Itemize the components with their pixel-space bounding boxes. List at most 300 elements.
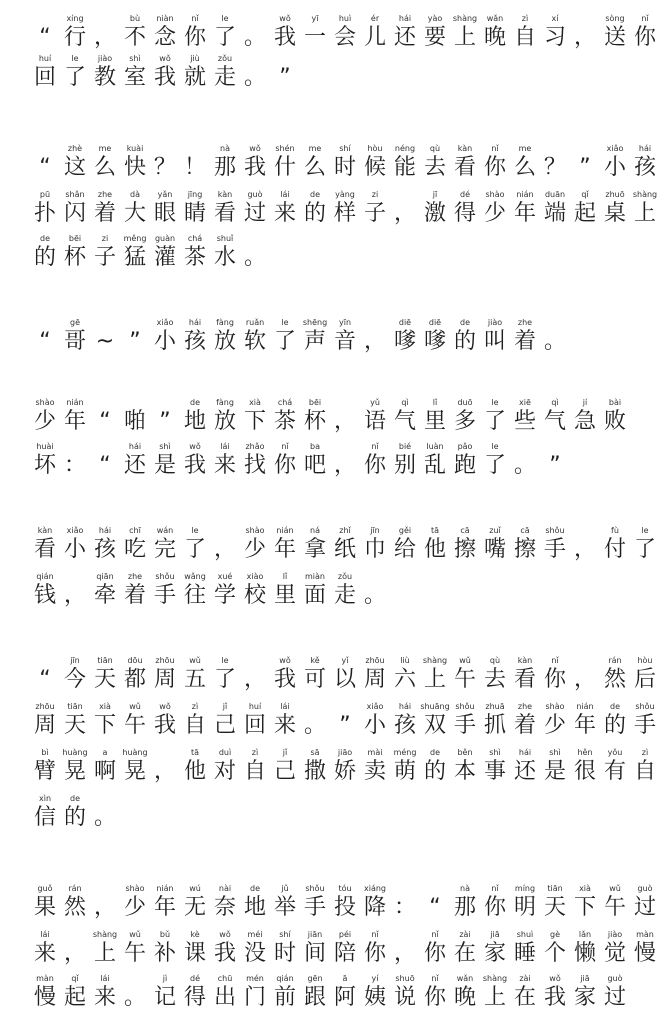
ruby-character [30, 526, 60, 564]
pinyin-annotation: qì [551, 398, 559, 407]
ruby-character [150, 702, 180, 740]
hanzi-character: 水 [213, 245, 236, 270]
hanzi-character: 钱 [33, 583, 56, 608]
pinyin-annotation: duì [218, 748, 232, 757]
ruby-character [450, 974, 480, 1012]
ruby-character [60, 572, 90, 610]
hanzi-character: 有 [603, 759, 626, 784]
ruby-character [240, 54, 270, 92]
hanzi-character: 你 [543, 667, 566, 692]
ruby-character [510, 748, 540, 786]
pinyin-annotation: hái [128, 442, 142, 451]
pinyin-annotation: liù [400, 656, 410, 665]
ruby-character [90, 318, 120, 356]
hanzi-character: 小 [153, 329, 176, 354]
pinyin-annotation: qián [276, 974, 294, 983]
ruby-character [150, 930, 180, 968]
ruby-character [210, 572, 240, 610]
ruby-character [240, 234, 270, 272]
ruby-character [450, 398, 480, 436]
pinyin-annotation: shǎn [65, 190, 85, 199]
ruby-character [540, 190, 570, 228]
hanzi-character: 午 [453, 667, 476, 692]
ruby-character [270, 318, 300, 356]
ruby-character [240, 748, 270, 786]
ruby-character [540, 748, 570, 786]
hanzi-character: 面 [303, 583, 326, 608]
hanzi-character: 闪 [63, 201, 86, 226]
pinyin-annotation: zi [371, 190, 379, 199]
pinyin-annotation: niàn [156, 14, 174, 23]
hanzi-character: ， [63, 583, 86, 608]
ruby-character [210, 526, 240, 564]
ruby-character [90, 748, 120, 786]
hanzi-character: 牵 [93, 583, 116, 608]
pinyin-annotation: hái [398, 14, 412, 23]
ruby-character [30, 442, 60, 480]
pinyin-annotation: zhǎo [245, 442, 265, 451]
hanzi-character: 了 [183, 537, 206, 562]
ruby-character [270, 526, 300, 564]
hanzi-character: 嘴 [483, 537, 506, 562]
hanzi-character: 里 [273, 583, 296, 608]
ruby-character [330, 974, 360, 1012]
pinyin-annotation: de [430, 748, 440, 757]
hanzi-character: 然 [603, 667, 626, 692]
pinyin-annotation: huì [338, 14, 352, 23]
ruby-character [240, 14, 270, 52]
pinyin-annotation: huài [36, 442, 54, 451]
ruby-character [30, 794, 60, 832]
hanzi-character: 天 [543, 895, 566, 920]
hanzi-character: 纸 [333, 537, 356, 562]
hanzi-character: 少 [33, 409, 56, 434]
pinyin-annotation: zhōu [35, 702, 55, 711]
hanzi-character: 声 [303, 329, 326, 354]
ruby-character [300, 930, 330, 968]
pinyin-annotation: jī [432, 190, 438, 199]
hanzi-character: 时 [333, 155, 356, 180]
pinyin-annotation: tiān [547, 884, 563, 893]
ruby-character [360, 144, 390, 182]
hanzi-character: 了 [213, 25, 236, 50]
ruby-character [390, 14, 420, 52]
hanzi-character: 气 [543, 409, 566, 434]
pinyin-annotation: bài [608, 398, 622, 407]
ruby-character [150, 190, 180, 228]
ruby-character [150, 54, 180, 92]
ruby-character [450, 656, 480, 694]
ruby-character [180, 190, 210, 228]
hanzi-character: 六 [393, 667, 416, 692]
ruby-character [450, 14, 480, 52]
ruby-character [210, 144, 240, 182]
hanzi-character: 明 [513, 895, 536, 920]
hanzi-character: 找 [243, 453, 266, 478]
pinyin-annotation: nài [218, 884, 232, 893]
hanzi-character: 习 [543, 25, 566, 50]
ruby-character [60, 398, 90, 436]
hanzi-character: 年 [63, 409, 86, 434]
hanzi-character: “ [39, 25, 51, 50]
text-line [30, 566, 610, 610]
hanzi-character: “ [429, 895, 441, 920]
ruby-character [300, 318, 330, 356]
hanzi-character: 还 [393, 25, 416, 50]
ruby-character [330, 748, 360, 786]
ruby-character [480, 974, 510, 1012]
ruby-character [90, 14, 120, 52]
pinyin-annotation: bié [398, 442, 412, 451]
hanzi-character: 年 [573, 713, 596, 738]
ruby-character [630, 748, 660, 786]
ruby-character [90, 794, 120, 832]
hanzi-character: 家 [573, 985, 596, 1010]
hanzi-character: ” [579, 155, 591, 180]
hanzi-character: 送 [603, 25, 626, 50]
pinyin-annotation: zi [101, 234, 109, 243]
pinyin-annotation: tā [190, 748, 200, 757]
ruby-character [570, 930, 600, 968]
hanzi-character: 完 [153, 537, 176, 562]
pinyin-annotation: shàng [452, 14, 478, 23]
ruby-character [330, 656, 360, 694]
pinyin-annotation: xíng [66, 14, 84, 23]
hanzi-character: ， [363, 329, 386, 354]
pinyin-annotation: shàng [422, 656, 448, 665]
ruby-character [390, 144, 420, 182]
pinyin-annotation: ná [310, 526, 320, 535]
pinyin-annotation: xiē [519, 398, 531, 407]
pinyin-annotation: tiān [67, 702, 83, 711]
hanzi-character: 你 [183, 25, 206, 50]
hanzi-character: 猛 [123, 245, 146, 270]
hanzi-character: 睛 [183, 201, 206, 226]
pinyin-annotation: wǔ [129, 702, 141, 711]
ruby-character [420, 748, 450, 786]
pinyin-annotation: zhe [127, 572, 143, 581]
ruby-character [600, 14, 630, 52]
pinyin-annotation: zǒu [217, 54, 233, 63]
hanzi-character: 。 [243, 25, 266, 50]
hanzi-character: 子 [93, 245, 116, 270]
pinyin-annotation: shào [125, 884, 145, 893]
ruby-character [120, 398, 150, 436]
ruby-character [90, 234, 120, 272]
hanzi-character: 说 [393, 985, 416, 1010]
ruby-character [360, 526, 390, 564]
ruby-character [60, 930, 90, 968]
hanzi-character: 双 [423, 713, 446, 738]
hanzi-character: 午 [603, 895, 626, 920]
hanzi-character: “ [39, 667, 51, 692]
hanzi-character: ” [279, 65, 291, 90]
hanzi-character: 自 [183, 713, 206, 738]
text-line [30, 392, 626, 436]
pinyin-annotation: de [250, 884, 260, 893]
hanzi-character: ” [339, 713, 351, 738]
hanzi-character: 走 [333, 583, 356, 608]
hanzi-character: 跑 [453, 453, 476, 478]
ruby-character [90, 442, 120, 480]
ruby-character [210, 656, 240, 694]
hanzi-character: ， [213, 537, 236, 562]
ruby-character [270, 398, 300, 436]
pinyin-annotation: shí [339, 144, 351, 153]
pinyin-annotation: péi [338, 930, 352, 939]
hanzi-character: 少 [243, 537, 266, 562]
hanzi-character: 。 [363, 583, 386, 608]
hanzi-character: 得 [453, 201, 476, 226]
hanzi-character: 我 [273, 25, 296, 50]
hanzi-character: 嗲 [393, 329, 416, 354]
pinyin-annotation: zhe [517, 318, 533, 327]
ruby-character [240, 398, 270, 436]
ruby-character [360, 14, 390, 52]
ruby-character [120, 930, 150, 968]
ruby-character [180, 14, 210, 52]
pinyin-annotation: wǒ [159, 54, 171, 63]
hanzi-character: 手 [153, 583, 176, 608]
pinyin-annotation: de [610, 702, 620, 711]
hanzi-character: ” [129, 329, 141, 354]
pinyin-annotation: wǔ [189, 656, 201, 665]
ruby-character [270, 748, 300, 786]
hanzi-character: 子 [363, 201, 386, 226]
ruby-character [60, 702, 90, 740]
hanzi-character: 杯 [63, 245, 86, 270]
hanzi-character: 么 [93, 155, 116, 180]
hanzi-character: 晚 [453, 985, 476, 1010]
hanzi-character: 的 [453, 329, 476, 354]
pinyin-annotation: jí [582, 398, 588, 407]
hanzi-character: 然 [63, 895, 86, 920]
pinyin-annotation: běn [457, 748, 473, 757]
hanzi-character: 放 [213, 409, 236, 434]
pinyin-annotation: jì [162, 974, 168, 983]
ruby-character [600, 144, 630, 182]
ruby-character [270, 930, 300, 968]
pinyin-annotation: diē [428, 318, 442, 327]
hanzi-character: 慢 [33, 985, 56, 1010]
ruby-character [570, 702, 600, 740]
pinyin-annotation: guàn [154, 234, 176, 243]
pinyin-annotation: wú [189, 884, 201, 893]
ruby-character [390, 702, 420, 740]
pinyin-annotation: shuì [516, 930, 534, 939]
hanzi-character: 小 [603, 155, 626, 180]
hanzi-character: 在 [453, 941, 476, 966]
ruby-character [630, 144, 660, 182]
pinyin-annotation: měng [123, 234, 147, 243]
pinyin-annotation: yǎn [157, 190, 173, 199]
hanzi-character: 觉 [603, 941, 626, 966]
ruby-character [540, 974, 570, 1012]
ruby-character [570, 656, 600, 694]
ruby-character [360, 702, 390, 740]
pinyin-annotation: wǒ [189, 442, 201, 451]
pinyin-annotation: cā [460, 526, 470, 535]
pinyin-annotation: fù [611, 526, 619, 535]
pinyin-annotation: wǎng [184, 572, 206, 581]
ruby-character [240, 526, 270, 564]
ruby-character [150, 572, 180, 610]
hanzi-character: 的 [303, 201, 326, 226]
ruby-character [300, 572, 330, 610]
hanzi-character: ， [63, 941, 86, 966]
ruby-character [90, 656, 120, 694]
pinyin-annotation: rán [68, 884, 82, 893]
ruby-character [330, 190, 360, 228]
ruby-character [240, 702, 270, 740]
hanzi-character: 那 [453, 895, 476, 920]
pinyin-annotation: gěi [398, 526, 412, 535]
ruby-character [90, 702, 120, 740]
pinyin-annotation: shàng [632, 190, 658, 199]
ruby-character [480, 398, 510, 436]
ruby-character [600, 526, 630, 564]
ruby-character [300, 656, 330, 694]
pinyin-annotation: huí [248, 702, 262, 711]
hanzi-character: 自 [633, 759, 656, 784]
ruby-character [330, 398, 360, 436]
ruby-character [330, 572, 360, 610]
hanzi-character: 来 [213, 453, 236, 478]
hanzi-character: ， [333, 409, 356, 434]
hanzi-character: 样 [333, 201, 356, 226]
hanzi-character: 奈 [213, 895, 236, 920]
hanzi-character: 气 [393, 409, 416, 434]
ruby-character [510, 702, 540, 740]
pinyin-annotation: nǐ [431, 930, 439, 939]
pinyin-annotation: zhè [67, 144, 83, 153]
pinyin-annotation: wǔ [129, 930, 141, 939]
pinyin-annotation: dé [460, 190, 470, 199]
hanzi-character: 孩 [183, 329, 206, 354]
hanzi-character: 补 [153, 941, 176, 966]
pinyin-annotation: bù [129, 14, 141, 23]
pinyin-annotation: xiǎo [156, 318, 174, 327]
pinyin-annotation: dōu [127, 656, 143, 665]
text-line [30, 184, 658, 228]
hanzi-character: 来 [273, 201, 296, 226]
ruby-character [360, 442, 390, 480]
pinyin-annotation: le [71, 54, 79, 63]
ruby-character [510, 144, 540, 182]
hanzi-character: 五 [183, 667, 206, 692]
hanzi-character: 信 [33, 805, 56, 830]
hanzi-character: 么 [513, 155, 536, 180]
ruby-character [390, 974, 420, 1012]
hanzi-character: 晚 [483, 25, 506, 50]
ruby-character [210, 14, 240, 52]
ruby-character [210, 442, 240, 480]
hanzi-character: 端 [543, 201, 566, 226]
ruby-character [600, 930, 630, 968]
ruby-character [270, 702, 300, 740]
text-line [30, 696, 656, 740]
ruby-character [300, 748, 330, 786]
ruby-character [570, 398, 600, 436]
pinyin-annotation: jǐ [222, 702, 228, 711]
pinyin-annotation: ér [370, 14, 380, 23]
ruby-character [330, 144, 360, 182]
ruby-character [150, 318, 180, 356]
ruby-character [420, 398, 450, 436]
pinyin-annotation: gè [550, 930, 560, 939]
hanzi-character: 你 [363, 941, 386, 966]
pinyin-annotation: nǐ [371, 442, 379, 451]
ruby-character [510, 398, 540, 436]
pinyin-annotation: chá [277, 398, 293, 407]
hanzi-character: ， [573, 25, 596, 50]
ruby-character [270, 974, 300, 1012]
pinyin-annotation: nián [276, 526, 294, 535]
ruby-character [420, 318, 450, 356]
pinyin-annotation: lǐ [432, 398, 438, 407]
hanzi-character: 音 [333, 329, 356, 354]
hanzi-character: ， [573, 537, 596, 562]
pinyin-annotation: shǒu [635, 702, 655, 711]
pinyin-annotation: nián [576, 702, 594, 711]
hanzi-character: 拿 [303, 537, 326, 562]
hanzi-character: 周 [33, 713, 56, 738]
pinyin-annotation: shuāng [420, 702, 450, 711]
hanzi-character: 。 [93, 805, 116, 830]
hanzi-character: 年 [273, 537, 296, 562]
hanzi-character: 。 [543, 329, 566, 354]
hanzi-character: 什 [273, 155, 296, 180]
ruby-character [240, 442, 270, 480]
pinyin-annotation: nà [220, 144, 230, 153]
pinyin-annotation: qù [429, 144, 441, 153]
hanzi-character: 我 [243, 155, 266, 180]
ruby-character [540, 318, 570, 356]
ruby-character [60, 442, 90, 480]
pinyin-annotation: me [518, 144, 532, 153]
ruby-character [180, 398, 210, 436]
hanzi-character: 桌 [603, 201, 626, 226]
pinyin-annotation: zuǐ [489, 526, 501, 535]
hanzi-character: 。 [243, 245, 266, 270]
ruby-character [300, 398, 330, 436]
pinyin-annotation: jiù [190, 54, 200, 63]
hanzi-character: 大 [123, 201, 146, 226]
ruby-character [120, 144, 150, 182]
ruby-character [510, 656, 540, 694]
hanzi-character: 今 [63, 667, 86, 692]
hanzi-character: 过 [633, 895, 656, 920]
ruby-character [120, 884, 150, 922]
text-line [30, 520, 656, 564]
hanzi-character: 教 [93, 65, 116, 90]
pinyin-annotation: nǐ [551, 656, 559, 665]
hanzi-character: 了 [63, 65, 86, 90]
pinyin-annotation: jīng [187, 190, 203, 199]
hanzi-character: 看 [33, 537, 56, 562]
ruby-character [60, 794, 90, 832]
ruby-character [210, 884, 240, 922]
pinyin-annotation: jiào [607, 930, 623, 939]
ruby-character [30, 884, 60, 922]
hanzi-character: 上 [483, 985, 506, 1010]
pinyin-annotation: qǐ [581, 190, 589, 199]
pinyin-annotation: duō [457, 398, 473, 407]
ruby-character [60, 318, 90, 356]
hanzi-character: 还 [123, 453, 146, 478]
hanzi-character: 天 [63, 713, 86, 738]
hanzi-character: 上 [93, 941, 116, 966]
